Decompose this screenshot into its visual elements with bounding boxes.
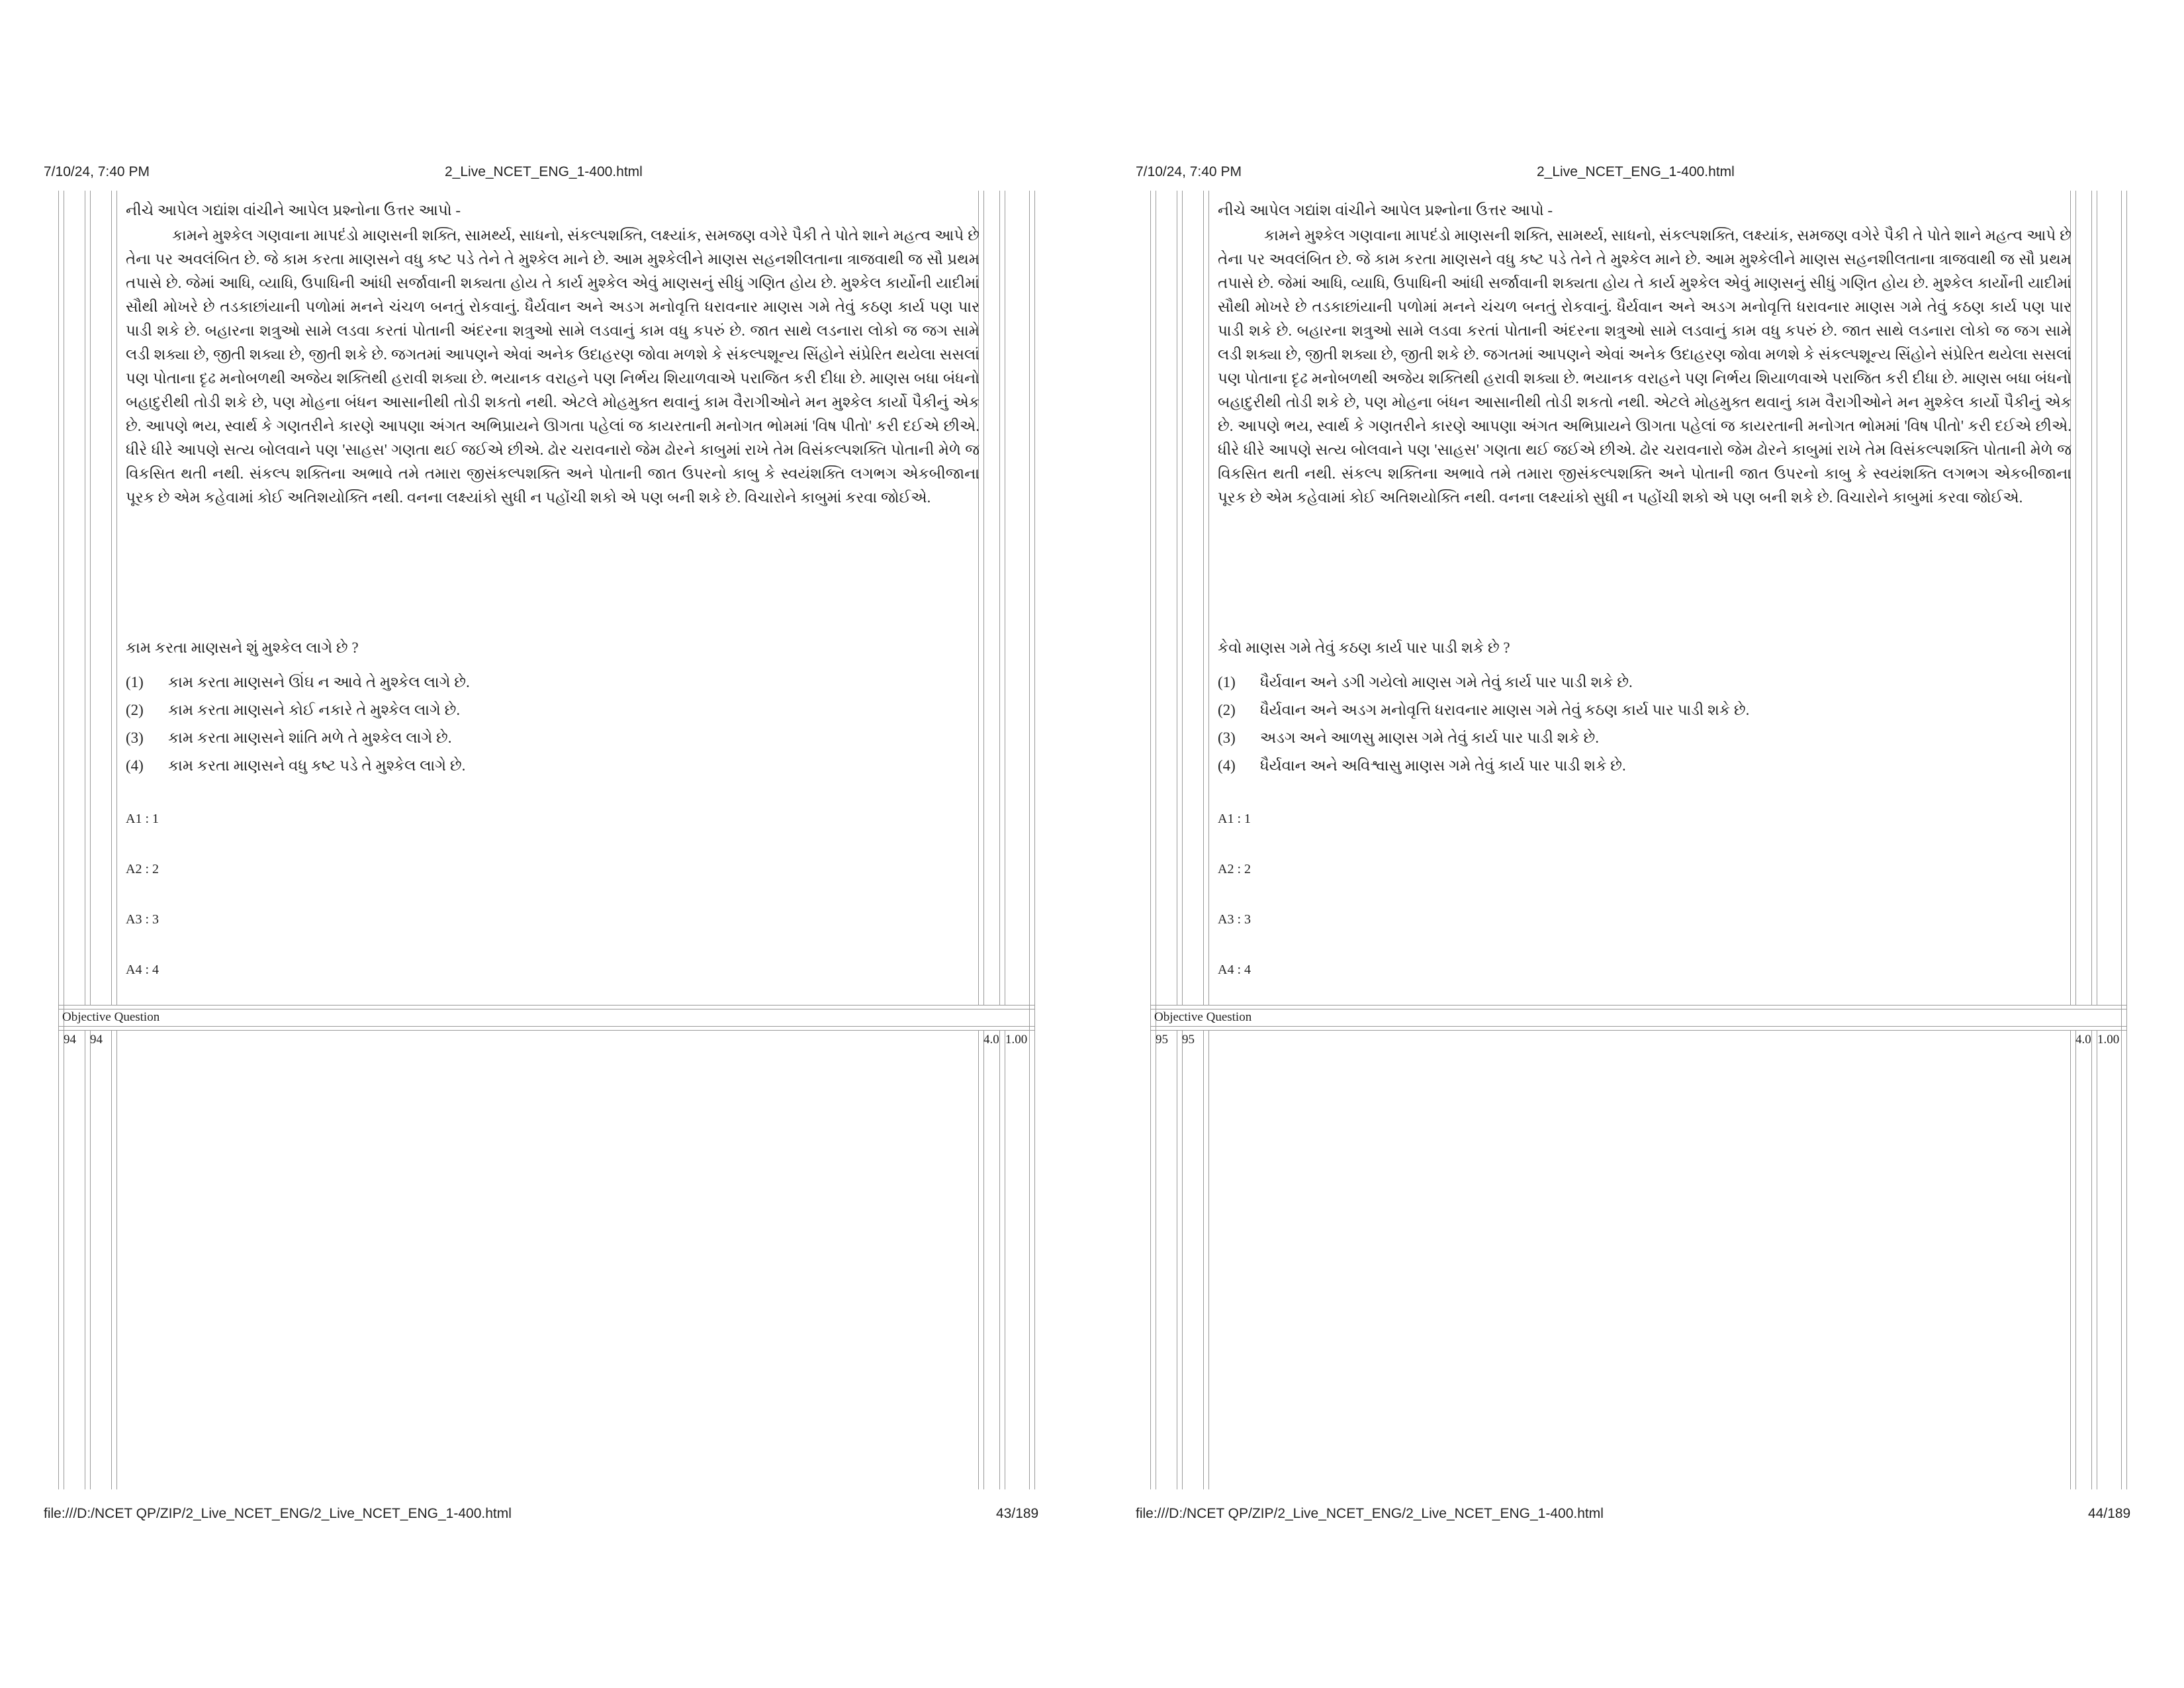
passage-text: કામને મુશ્કેલ ગણવાના માપદંડો માણસની શક્તિ, સામર્થ્ય, સાધનો, સંકલ્પશક્તિ, લક્ષ્યાંક, સમજણ વગેરે પૈકી તે પોતે શાને મહત્વ આપે છે તેના પર અવલંબિત છે. જે કામ કરતા માણસને વધુ કષ્ટ પડે તેને તે મુશ્કેલ માને છે. આમ મુશ્કેલીને માણસ સહનશીલતાના ત્રાજવાથી જ સૌ પ્રથમ તપાસે છે. જેમાં આધિ, વ્યાધિ, ઉપાધિની આંધી સર્જાવાની શક્યતા હોય તે કાર્ય મુશ્કેલ એવું માણસનું સીધું ગણિત હોય છે. મુશ્કેલ કાર્યોની યાદીમાં સૌથી મોખરે છે તડકાછાંયાની પળોમાં મનને ચંચળ બનતું રોકવાનું. ધૈર્યવાન અને અડગ મનોવૃત્તિ ધરાવનાર માણસ ગમે તેવું કઠણ કાર્ય પણ પાર પાડી શકે છે. બહારના શત્રુઓ સામે લડવા કરતાં પોતાની અંદરના શત્રુઓ સામે લડવાનું કામ વધુ કપરું છે. જાત સાથે લડનારા લોકો જ જગ સામે લડી શક્યા છે, જીતી શક્યા છે, જીતી શકે છે. જગતમાં આપણને એવાં અનેક ઉદાહરણ જોવા મળશે કે સંકલ્પશૂન્ય સિંહોને સંપ્રેરિત થયેલા સસલાં પણ પોતાના દૃઢ મનોબળથી અજેય શક્તિથી હરાવી શક્યા છે. ભયાનક વરાહને પણ નિર્ભય શિયાળવાએ પરાજિત કરી દીધા છે. માણસ બધા બંધનો બહાદુરીથી તોડી શકે છે, પણ મોહના બંધન આસાનીથી તોડી શકતો નથી. એટલે મોહમુક્ત થવાનું કામ વૈરાગીઓને મન મુશ્કેલ કાર્યો પૈકીનું એક છે. આપણે ભય, સ્વાર્થ કે ગણતરીને કારણે આપણા અંગત અભિપ્રાયને ઊગતા પહેલાં જ કાયરતાની મનોગત ભોમમાં 'વિષ પીતો' કરી દઈએ છીએ. ધીરે ધીરે આપણે સત્ય બોલવાને પણ 'સાહસ' ગણતા થઈ જઈએ છીએ. ઢોર ચરાવનારો જેમ ઢોરને કાબુમાં રાખે તેમ વિસંકલ્પશક્તિ પોતાની મેળે જ વિકસિત થતી નથી. સંકલ્પ શક્તિના અભાવે તમે તમારા જીસંકલ્પશક્તિ અને પોતાની જાત ઉપરનો કાબુ કે સ્વયંશક્તિ લગભગ એકબીજાના પૂરક છે એમ કહેવામાં કોઈ અતિશયોક્તિ નથી. વનના લક્ષ્યાંકો સુધી ન પહોંચી શકો એ પણ બની શકે છે. વિચારોને કાબુમાં કરવા જોઈએ. — [126, 227, 979, 506]
option-item — [126, 669, 470, 696]
option-text: કામ કરતા માણસને કોઈ નકારે તે મુશ્કેલ લાગે છે. — [168, 702, 461, 718]
table-border — [1150, 191, 1151, 1489]
table-border — [1208, 1030, 1209, 1489]
table-border — [1029, 191, 1030, 1489]
table-border — [2075, 1030, 2076, 1489]
serial-number: 94 — [64, 1033, 76, 1047]
print-header-datetime: 7/10/24, 7:40 PM — [1136, 164, 1242, 179]
section-label: Objective Question — [62, 1010, 160, 1024]
option-item — [1218, 669, 1749, 696]
comprehension-passage — [126, 200, 979, 510]
print-header-title: 2_Live_NCET_ENG_1-400.html — [1537, 164, 1735, 179]
print-header-title: 2_Live_NCET_ENG_1-400.html — [445, 164, 643, 179]
table-border — [116, 191, 117, 1005]
answer-key: A4 : 4 — [1218, 962, 1251, 977]
table-border — [999, 1030, 1000, 1489]
option-number: (3) — [126, 729, 144, 746]
option-number: (1) — [1218, 674, 1236, 690]
table-border — [1150, 1026, 2126, 1027]
option-number: (4) — [1218, 757, 1236, 774]
table-border — [2121, 191, 2122, 1489]
table-border — [999, 191, 1000, 1005]
option-text: ધૈર્યવાન અને અવિશ્વાસુ માણસ ગમે તેવું કાર્ય પાર પાડી શકે છે. — [1260, 757, 1626, 774]
option-number: (3) — [1218, 729, 1236, 746]
table-border — [90, 1030, 91, 1489]
option-item — [1218, 724, 1749, 752]
answer-key: A2 : 2 — [126, 862, 159, 876]
table-border — [58, 191, 59, 1489]
question-id: 95 — [1182, 1033, 1195, 1047]
print-footer-url: file:///D:/NCET QP/ZIP/2_Live_NCET_ENG/2_Live_NCET_ENG_1-400.html — [44, 1506, 512, 1521]
table-border — [983, 191, 984, 1005]
answer-key: A3 : 3 — [1218, 912, 1251, 927]
option-item — [1218, 752, 1749, 780]
question-text: કામ કરતા માણસને શું મુશ્કેલ લાગે છે ? — [126, 639, 359, 656]
table-border — [58, 1005, 1034, 1006]
option-text: કામ કરતા માણસને શાંતિ મળે તે મુશ્કેલ લાગે છે. — [168, 729, 452, 746]
table-border — [116, 1030, 117, 1489]
option-list — [126, 669, 470, 780]
serial-number: 95 — [1156, 1033, 1168, 1047]
table-border — [2075, 191, 2076, 1005]
table-border — [2091, 191, 2092, 1005]
table-border — [978, 1030, 979, 1489]
marks-value: 4.0 — [2075, 1033, 2091, 1047]
answer-key: A3 : 3 — [126, 912, 159, 927]
option-number: (1) — [126, 674, 144, 690]
marks-value: 4.0 — [983, 1033, 999, 1047]
table-border — [1150, 1030, 2126, 1031]
table-border — [2126, 191, 2127, 1489]
section-label: Objective Question — [1154, 1010, 1252, 1024]
table-border — [1182, 191, 1183, 1005]
option-number: (2) — [126, 702, 144, 718]
option-number: (4) — [126, 757, 144, 774]
option-item — [126, 752, 470, 780]
option-text: કામ કરતા માણસને વધુ કષ્ટ પડે તે મુશ્કેલ લાગે છે. — [168, 757, 466, 774]
negative-marks-value: 1.00 — [1005, 1033, 1028, 1047]
answer-key: A2 : 2 — [1218, 862, 1251, 876]
answer-key: A1 : 1 — [1218, 812, 1251, 826]
negative-marks-value: 1.00 — [2097, 1033, 2120, 1047]
passage-instruction: નીચે આપેલ ગદ્યાંશ વાંચીને આપેલ પ્રશ્નોના ઉત્તર આપો - — [126, 202, 461, 218]
option-item — [126, 696, 470, 724]
question-text: કેવો માણસ ગમે તેવું કઠણ કાર્ય પાર પાડી શકે છે ? — [1218, 639, 1510, 656]
table-border — [1203, 191, 1204, 1005]
comprehension-passage — [1218, 200, 2071, 510]
table-border — [58, 1030, 1034, 1031]
table-border — [90, 191, 91, 1005]
table-border — [983, 1030, 984, 1489]
table-border — [1208, 191, 1209, 1005]
table-border — [58, 1026, 1034, 1027]
option-text: અડગ અને આળસુ માણસ ગમે તેવું કાર્ય પાર પાડી શકે છે. — [1260, 729, 1600, 746]
print-footer-page-number: 43/189 — [996, 1506, 1039, 1521]
table-border — [1150, 1005, 2126, 1006]
print-header-datetime: 7/10/24, 7:40 PM — [44, 164, 150, 179]
table-border — [2070, 1030, 2071, 1489]
question-id: 94 — [90, 1033, 103, 1047]
option-item — [126, 724, 470, 752]
answer-key: A4 : 4 — [126, 962, 159, 977]
option-item — [1218, 696, 1749, 724]
passage-text: કામને મુશ્કેલ ગણવાના માપદંડો માણસની શક્તિ, સામર્થ્ય, સાધનો, સંકલ્પશક્તિ, લક્ષ્યાંક, સમજણ વગેરે પૈકી તે પોતે શાને મહત્વ આપે છે તેના પર અવલંબિત છે. જે કામ કરતા માણસને વધુ કષ્ટ પડે તેને તે મુશ્કેલ માને છે. આમ મુશ્કેલીને માણસ સહનશીલતાના ત્રાજવાથી જ સૌ પ્રથમ તપાસે છે. જેમાં આધિ, વ્યાધિ, ઉપાધિની આંધી સર્જાવાની શક્યતા હોય તે કાર્ય મુશ્કેલ એવું માણસનું સીધું ગણિત હોય છે. મુશ્કેલ કાર્યોની યાદીમાં સૌથી મોખરે છે તડકાછાંયાની પળોમાં મનને ચંચળ બનતું રોકવાનું. ધૈર્યવાન અને અડગ મનોવૃત્તિ ધરાવનાર માણસ ગમે તેવું કઠણ કાર્ય પણ પાર પાડી શકે છે. બહારના શત્રુઓ સામે લડવા કરતાં પોતાની અંદરના શત્રુઓ સામે લડવાનું કામ વધુ કપરું છે. જાત સાથે લડનારા લોકો જ જગ સામે લડી શક્યા છે, જીતી શક્યા છે, જીતી શકે છે. જગતમાં આપણને એવાં અનેક ઉદાહરણ જોવા મળશે કે સંકલ્પશૂન્ય સિંહોને સંપ્રેરિત થયેલા સસલાં પણ પોતાના દૃઢ મનોબળથી અજેય શક્તિથી હરાવી શક્યા છે. ભયાનક વરાહને પણ નિર્ભય શિયાળવાએ પરાજિત કરી દીધા છે. માણસ બધા બંધનો બહાદુરીથી તોડી શકે છે, પણ મોહના બંધન આસાનીથી તોડી શકતો નથી. એટલે મોહમુક્ત થવાનું કામ વૈરાગીઓને મન મુશ્કેલ કાર્યો પૈકીનું એક છે. આપણે ભય, સ્વાર્થ કે ગણતરીને કારણે આપણા અંગત અભિપ્રાયને ઊગતા પહેલાં જ કાયરતાની મનોગત ભોમમાં 'વિષ પીતો' કરી દઈએ છીએ. ધીરે ધીરે આપણે સત્ય બોલવાને પણ 'સાહસ' ગણતા થઈ જઈએ છીએ. ઢોર ચરાવનારો જેમ ઢોરને કાબુમાં રાખે તેમ વિસંકલ્પશક્તિ પોતાની મેળે જ વિકસિત થતી નથી. સંકલ્પ શક્તિના અભાવે તમે તમારા જીસંકલ્પશક્તિ અને પોતાની જાત ઉપરનો કાબુ કે સ્વયંશક્તિ લગભગ એકબીજાના પૂરક છે એમ કહેવામાં કોઈ અતિશયોક્તિ નથી. વનના લક્ષ્યાંકો સુધી ન પહોંચી શકો એ પણ બની શકે છે. વિચારોને કાબુમાં કરવા જોઈએ. — [1218, 227, 2071, 506]
passage-instruction: નીચે આપેલ ગદ્યાંશ વાંચીને આપેલ પ્રશ્નોના ઉત્તર આપો - — [1218, 202, 1553, 218]
option-text: ધૈર્યવાન અને ડગી ગયેલો માણસ ગમે તેવું કાર્ય પાર પાડી શકે છે. — [1260, 674, 1633, 690]
table-border — [111, 1030, 112, 1489]
option-text: ધૈર્યવાન અને અડગ મનોવૃત્તિ ધરાવનાર માણસ ગમે તેવું કઠણ કાર્ય પાર પાડી શકે છે. — [1260, 702, 1750, 718]
answer-key: A1 : 1 — [126, 812, 159, 826]
table-border — [1182, 1030, 1183, 1489]
table-border — [1203, 1030, 1204, 1489]
print-footer-url: file:///D:/NCET QP/ZIP/2_Live_NCET_ENG/2_Live_NCET_ENG_1-400.html — [1136, 1506, 1604, 1521]
table-border — [2091, 1030, 2092, 1489]
option-list — [1218, 669, 1749, 780]
option-number: (2) — [1218, 702, 1236, 718]
print-page-right — [1092, 0, 2184, 1688]
print-footer-page-number: 44/189 — [2088, 1506, 2131, 1521]
table-border — [111, 191, 112, 1005]
table-border — [1034, 191, 1035, 1489]
option-text: કામ કરતા માણસને ઊંઘ ન આવે તે મુશ્કેલ લાગે છે. — [168, 674, 470, 690]
